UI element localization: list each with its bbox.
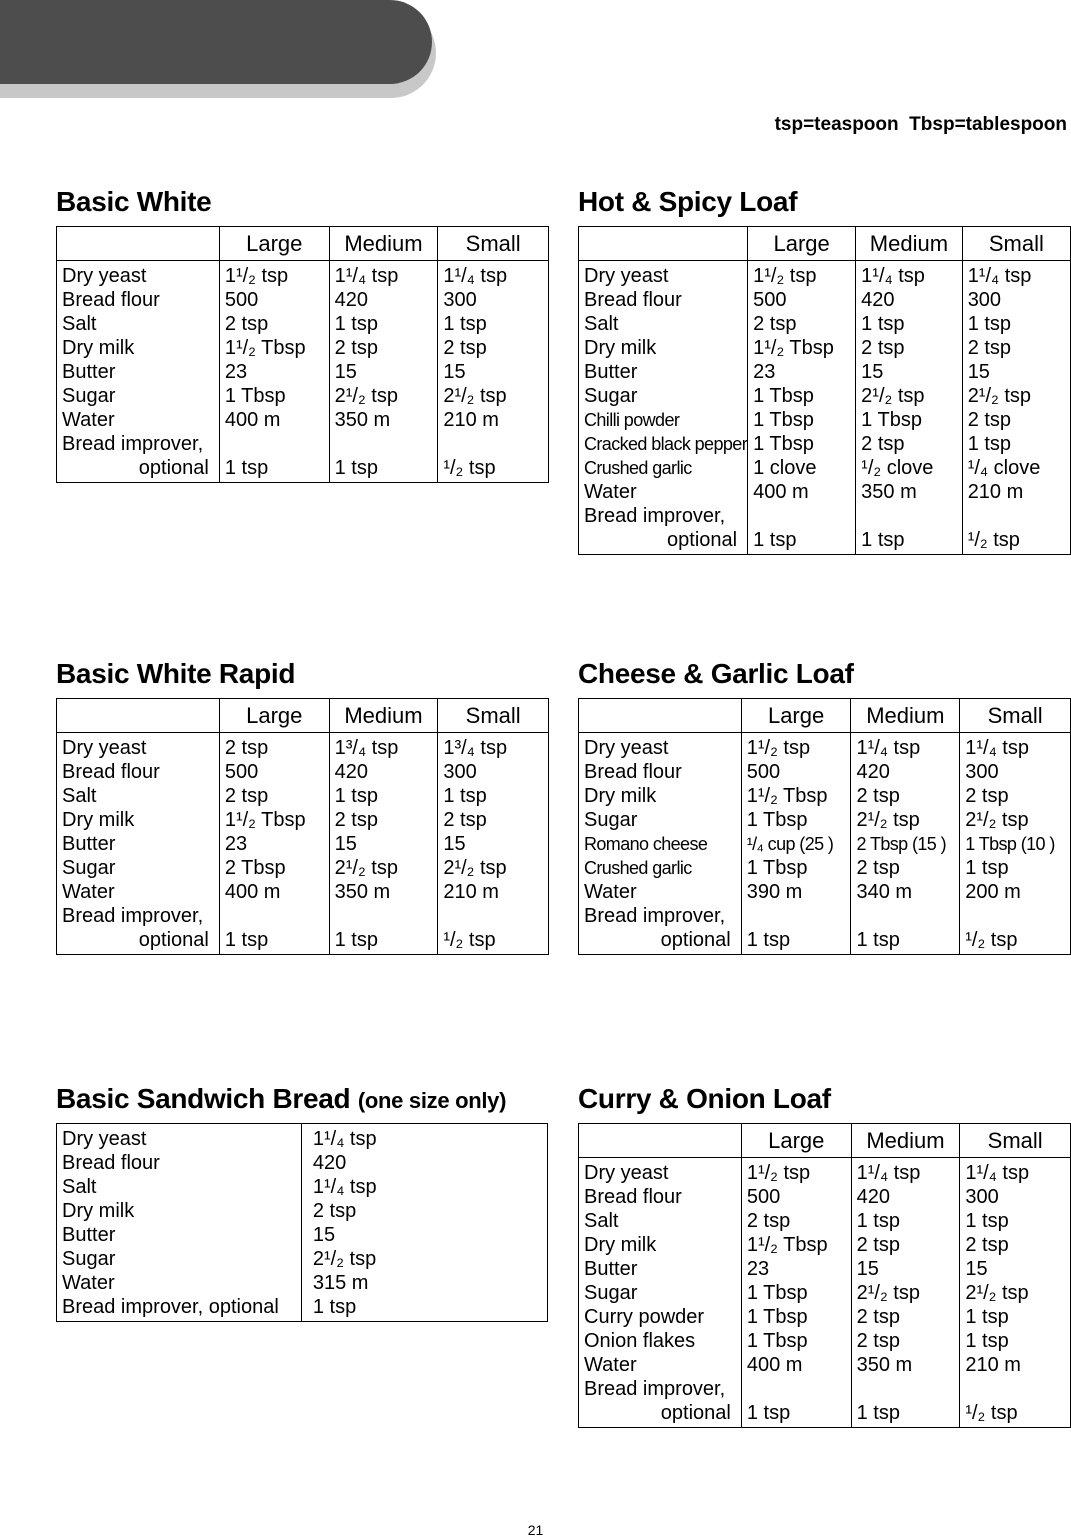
amount-small: 2¹/₂ tsp xyxy=(965,1282,1029,1304)
recipe-curry-onion-loaf xyxy=(578,1079,1071,1428)
amount-small: 2¹/₂ tsp xyxy=(965,809,1029,831)
amount-small: 2 tsp xyxy=(965,785,1009,807)
amount-large: 2 tsp xyxy=(753,313,797,335)
amount-small: 2¹/₂ tsp xyxy=(443,857,507,879)
ingredient-name: Water xyxy=(584,881,637,903)
amount-column-small xyxy=(962,261,1070,555)
amount-small xyxy=(443,904,548,928)
amount-small: 1 tsp xyxy=(965,1330,1009,1352)
ingredient-name: Water xyxy=(584,1354,637,1376)
ingredient-name: Water xyxy=(62,1272,115,1294)
amount-small: 210 m xyxy=(965,1354,1021,1376)
recipe-hot-spicy-loaf xyxy=(578,182,1071,555)
ingredient-name: Dry yeast xyxy=(62,737,147,759)
table-header-blank xyxy=(57,227,220,261)
amount-medium: 2 tsp xyxy=(856,1234,900,1256)
amount-medium: 2¹/₂ tsp xyxy=(856,809,920,831)
recipe-title-text: Hot & Spicy Loaf xyxy=(578,186,798,217)
amount-medium: 1 tsp xyxy=(334,313,378,335)
amount-large: 2 tsp xyxy=(224,313,269,335)
ingredient-name: Butter xyxy=(584,361,638,383)
page-number: 21 xyxy=(527,1522,544,1538)
amount-medium: 15 xyxy=(856,1258,879,1280)
table-header-blank xyxy=(579,227,748,261)
column-header-large: Large xyxy=(219,227,329,261)
ingredient-name: Salt xyxy=(584,1210,619,1232)
ingredient-name: Onion flakes xyxy=(584,1330,696,1352)
amount-medium: 1¹/₄ tsp xyxy=(856,737,921,759)
amount-large: 1¹/₂ Tbsp xyxy=(224,337,306,359)
amount-small: 1³/₄ tsp xyxy=(443,737,508,759)
column-header-small: Small xyxy=(962,227,1070,261)
table-header-blank xyxy=(57,699,220,733)
amount-medium: 2 tsp xyxy=(856,1306,900,1328)
amount-small: 15 xyxy=(967,361,990,383)
amount-large xyxy=(225,432,329,456)
amount-column-large xyxy=(748,261,856,555)
amount-medium: 1 tsp xyxy=(334,929,378,951)
amount-large: 400 m xyxy=(224,881,281,903)
amount-medium: 2 tsp xyxy=(856,785,900,807)
ingredient-name: Water xyxy=(62,881,115,903)
amount-medium: 340 m xyxy=(856,881,913,903)
amount-large: 1¹/₂ tsp xyxy=(746,737,811,759)
amount-medium: ¹/₂ clove xyxy=(861,457,934,479)
ingredients-table xyxy=(578,226,1071,555)
ingredient-name: Romano cheese xyxy=(584,834,708,854)
amount-medium: 350 m xyxy=(334,881,391,903)
ingredient-name: Bread flour xyxy=(62,1152,160,1174)
amount-medium xyxy=(335,432,438,456)
amount-small: 1¹/₄ tsp xyxy=(443,265,508,287)
amount: 1¹/₄ tsp xyxy=(312,1128,377,1150)
amount-small: 15 xyxy=(965,1258,988,1280)
amount-small: 1 tsp xyxy=(443,785,487,807)
units-legend: tsp=teaspoon Tbsp=tablespoon xyxy=(774,114,1067,135)
amount-large: 1 Tbsp xyxy=(746,857,808,879)
amount-column-medium xyxy=(851,733,960,955)
recipe-title-text: Basic Sandwich Bread xyxy=(56,1083,351,1114)
amount-large: 2 tsp xyxy=(224,737,269,759)
amount-large: 1¹/₂ tsp xyxy=(746,1162,811,1184)
amount-column-large xyxy=(219,733,329,955)
column-header-medium: Medium xyxy=(329,227,438,261)
amount-small: 300 xyxy=(443,289,477,311)
amount-medium xyxy=(857,1377,960,1401)
amount-large: 500 xyxy=(753,289,787,311)
amount-small: 1 tsp xyxy=(965,1306,1009,1328)
amount-large: 1¹/₂ Tbsp xyxy=(746,785,828,807)
amount-small: ¹/₂ tsp xyxy=(965,929,1018,951)
column-header-medium: Medium xyxy=(856,227,963,261)
ingredient-name: Water xyxy=(62,409,115,431)
amount-large: 400 m xyxy=(746,1354,803,1376)
amount-large: 500 xyxy=(746,1186,781,1208)
amount-medium: 1¹/₄ tsp xyxy=(334,265,399,287)
ingredient-name: Dry milk xyxy=(62,337,135,359)
amount-large: 1 tsp xyxy=(224,929,269,951)
amount-small: 15 xyxy=(443,361,466,383)
amount-large: 1¹/₂ tsp xyxy=(753,265,817,287)
table-header-row xyxy=(57,699,549,733)
amount-column-small xyxy=(438,261,549,483)
amount-large xyxy=(225,904,329,928)
recipe-title-text: Basic White Rapid xyxy=(56,658,296,689)
ingredient-name: Salt xyxy=(62,1176,97,1198)
amount-large: 500 xyxy=(746,761,781,783)
amount-medium: 2 tsp xyxy=(856,857,900,879)
amount-medium: 2 tsp xyxy=(856,1330,900,1352)
ingredient-name: Butter xyxy=(62,361,116,383)
amount: 315 m xyxy=(312,1272,369,1294)
amount-large: ¹/₄ cup (25 ) xyxy=(746,834,834,854)
ingredient-name: Bread improver, xyxy=(62,433,204,455)
column-header-small: Small xyxy=(960,699,1071,733)
table-header-row xyxy=(579,1124,1071,1158)
amount-column-medium xyxy=(329,733,438,955)
ingredient-name: Sugar xyxy=(62,1248,116,1270)
amount-small: ¹/₂ tsp xyxy=(967,529,1020,551)
amount-small: 1 tsp xyxy=(967,313,1012,335)
amount-large: 1 Tbsp xyxy=(746,1330,808,1352)
amount-small: ¹/₄ clove xyxy=(967,457,1041,479)
amount-medium: 420 xyxy=(334,289,368,311)
amount-column-small xyxy=(960,1158,1071,1428)
amount-small: 300 xyxy=(443,761,477,783)
table-row xyxy=(579,261,1071,555)
amount-column xyxy=(301,1124,547,1322)
amount-large: 23 xyxy=(753,361,776,383)
table-row xyxy=(57,1124,548,1322)
ingredient-name: Sugar xyxy=(584,809,638,831)
column-header-large: Large xyxy=(741,1124,851,1158)
amount-medium xyxy=(861,504,962,528)
amount-medium: 2¹/₂ tsp xyxy=(334,857,398,879)
ingredient-name: Sugar xyxy=(62,385,116,407)
amount-large: 2 tsp xyxy=(746,1210,791,1232)
amount-small xyxy=(965,904,1070,928)
amount-medium: 420 xyxy=(856,1186,890,1208)
recipe-title xyxy=(578,182,1071,226)
ingredient-name: Sugar xyxy=(584,1282,638,1304)
amount-large xyxy=(753,504,855,528)
recipe-title xyxy=(578,1079,1071,1123)
amount-large: 23 xyxy=(746,1258,770,1280)
amount-medium: 350 m xyxy=(861,481,917,503)
ingredient-name: Bread flour xyxy=(584,1186,682,1208)
amount-medium: 2 tsp xyxy=(334,337,378,359)
ingredient-name: Crushed garlic xyxy=(584,858,692,878)
amount-medium: 420 xyxy=(856,761,890,783)
amount-medium: 420 xyxy=(334,761,368,783)
ingredient-name: Dry yeast xyxy=(584,737,669,759)
column-header-small: Small xyxy=(438,227,549,261)
column-header-large: Large xyxy=(741,699,851,733)
ingredient-name: Dry yeast xyxy=(584,1162,669,1184)
amount-large: 2 Tbsp xyxy=(224,857,286,879)
amount-column-small xyxy=(960,733,1071,955)
ingredient-name: Salt xyxy=(62,785,97,807)
ingredient-name: Bread improver, xyxy=(62,905,204,927)
ingredient-name: Bread flour xyxy=(62,289,160,311)
amount-small: 210 m xyxy=(967,481,1024,503)
amount-small: 1 Tbsp (10 ) xyxy=(965,834,1055,854)
recipe-title xyxy=(56,182,549,226)
amount-column-large xyxy=(741,1158,851,1428)
ingredient-column xyxy=(579,733,742,955)
amount-small: ¹/₂ tsp xyxy=(443,457,496,479)
ingredient-name: optional xyxy=(660,1402,731,1424)
ingredient-name: Dry yeast xyxy=(62,265,147,287)
column-header-large: Large xyxy=(219,699,329,733)
ingredient-name: optional xyxy=(660,929,731,951)
amount-large: 1¹/₂ Tbsp xyxy=(224,809,306,831)
amount-large: 500 xyxy=(224,761,259,783)
amount-large: 400 m xyxy=(224,409,281,431)
amount-medium: 1³/₄ tsp xyxy=(334,737,399,759)
amount-small: 1 tsp xyxy=(965,857,1009,879)
table-header-row xyxy=(579,227,1071,261)
recipe-title-text: Curry & Onion Loaf xyxy=(578,1083,831,1114)
amount-small: 300 xyxy=(965,761,999,783)
amount-medium: 15 xyxy=(334,833,357,855)
amount-small: 1¹/₄ tsp xyxy=(967,265,1032,287)
ingredient-name: Bread improver, xyxy=(584,1378,726,1400)
ingredient-name: optional xyxy=(138,457,209,479)
table-row xyxy=(579,1158,1071,1428)
ingredient-column xyxy=(579,1158,742,1428)
amount-small: 2 tsp xyxy=(443,337,487,359)
ingredient-name: optional xyxy=(138,929,209,951)
amount-medium: 1 Tbsp xyxy=(861,409,922,431)
recipe-title xyxy=(56,654,549,698)
ingredient-name: Dry yeast xyxy=(584,265,669,287)
recipe-basic-white xyxy=(56,182,549,483)
recipe-title xyxy=(56,1079,548,1123)
column-header-large: Large xyxy=(748,227,856,261)
amount-column-large xyxy=(219,261,329,483)
header-tab xyxy=(0,0,432,84)
amount-small: 2 tsp xyxy=(965,1234,1009,1256)
ingredient-name: Bread improver, optional xyxy=(62,1296,279,1318)
amount-column-large xyxy=(741,733,851,955)
amount-small: 200 m xyxy=(965,881,1021,903)
amount-large: 1 Tbsp xyxy=(746,809,808,831)
ingredient-name: optional xyxy=(667,529,738,551)
amount-medium: 2 tsp xyxy=(334,809,378,831)
ingredient-column xyxy=(57,733,220,955)
recipe-title xyxy=(578,654,1071,698)
ingredient-name: Dry milk xyxy=(584,337,657,359)
amount-medium: 1 tsp xyxy=(856,1402,900,1424)
amount-large: 1 Tbsp xyxy=(224,385,286,407)
amount-large: 1 Tbsp xyxy=(753,433,814,455)
amount-large: 500 xyxy=(224,289,259,311)
amount-small: 210 m xyxy=(443,409,499,431)
amount-small: 15 xyxy=(443,833,466,855)
amount-medium: 420 xyxy=(861,289,895,311)
amount-medium: 350 m xyxy=(334,409,391,431)
recipe-title-text: Cheese & Garlic Loaf xyxy=(578,658,854,689)
ingredient-name: Crushed garlic xyxy=(584,458,692,478)
table-row xyxy=(579,733,1071,955)
table-header-row xyxy=(579,699,1071,733)
amount-medium: 1 tsp xyxy=(334,457,378,479)
ingredient-name: Water xyxy=(584,481,637,503)
amount: 15 xyxy=(312,1224,336,1246)
table-header-row xyxy=(57,227,549,261)
ingredient-column xyxy=(579,261,748,555)
amount-large: 400 m xyxy=(753,481,809,503)
amount-small: 1 tsp xyxy=(965,1210,1009,1232)
amount: 1 tsp xyxy=(312,1296,357,1318)
amount-large xyxy=(747,904,851,928)
amount-medium xyxy=(856,904,959,928)
amount: 420 xyxy=(312,1152,347,1174)
amount-large: 1 tsp xyxy=(746,1402,791,1424)
table-header-blank xyxy=(579,1124,742,1158)
ingredients-table xyxy=(56,226,549,483)
recipe-basic-white-rapid xyxy=(56,654,549,955)
ingredient-name: Dry milk xyxy=(62,1200,135,1222)
ingredients-table xyxy=(56,698,549,955)
amount-medium: 2 Tbsp (15 ) xyxy=(856,834,946,854)
amount-small: 2 tsp xyxy=(443,809,487,831)
ingredient-name: Butter xyxy=(62,833,116,855)
amount-large: 23 xyxy=(224,833,248,855)
ingredient-name: Butter xyxy=(584,1258,638,1280)
ingredient-name: Bread flour xyxy=(584,289,682,311)
column-header-small: Small xyxy=(438,699,549,733)
amount-large: 1 Tbsp xyxy=(746,1306,808,1328)
amount-medium: 2¹/₂ tsp xyxy=(856,1282,920,1304)
amount-small: 300 xyxy=(965,1186,999,1208)
amount-large: 1 Tbsp xyxy=(746,1282,808,1304)
recipe-basic-sandwich-bread xyxy=(56,1079,548,1322)
amount-medium: 15 xyxy=(861,361,884,383)
ingredient-name: Sugar xyxy=(62,857,116,879)
amount-large: 390 m xyxy=(746,881,803,903)
amount-medium: 1 tsp xyxy=(856,929,900,951)
ingredient-name: Bread flour xyxy=(584,761,682,783)
amount-large: 1 tsp xyxy=(224,457,269,479)
amount-small: 2 tsp xyxy=(967,337,1012,359)
ingredient-name: Cracked black pepper xyxy=(584,434,748,454)
amount-large: 2 tsp xyxy=(224,785,269,807)
column-header-medium: Medium xyxy=(851,699,960,733)
amount-large: 1 tsp xyxy=(753,529,797,551)
ingredients-table xyxy=(578,1123,1071,1428)
ingredient-name: Salt xyxy=(584,313,619,335)
amount-small: 2 tsp xyxy=(967,409,1012,431)
amount-medium: 1¹/₄ tsp xyxy=(856,1162,921,1184)
amount: 1¹/₄ tsp xyxy=(312,1176,377,1198)
amount-medium: 2¹/₂ tsp xyxy=(334,385,398,407)
amount-column-small xyxy=(438,733,549,955)
amount-small: 2¹/₂ tsp xyxy=(967,385,1032,407)
amount-column-medium xyxy=(329,261,438,483)
amount-small: 1 tsp xyxy=(443,313,487,335)
amount-medium: 1 tsp xyxy=(856,1210,900,1232)
table-row xyxy=(57,261,549,483)
amount-large: 1 tsp xyxy=(746,929,791,951)
amount-large: 1 clove xyxy=(753,457,817,479)
column-header-medium: Medium xyxy=(329,699,438,733)
ingredient-name: Chilli powder xyxy=(584,410,680,430)
amount-small: 2¹/₂ tsp xyxy=(443,385,507,407)
amount-medium: 2¹/₂ tsp xyxy=(861,385,925,407)
column-header-medium: Medium xyxy=(851,1124,960,1158)
amount-medium: 2 tsp xyxy=(861,433,905,455)
recipe-title-note: (one size only) xyxy=(357,1088,507,1113)
amount-medium: 1 tsp xyxy=(861,313,905,335)
amount-large xyxy=(747,1377,851,1401)
amount-medium: 1 tsp xyxy=(334,785,378,807)
amount-medium: 1 tsp xyxy=(861,529,905,551)
ingredient-column xyxy=(57,1124,302,1322)
ingredient-name: Sugar xyxy=(584,385,638,407)
amount-large: 1¹/₂ Tbsp xyxy=(746,1234,828,1256)
ingredient-name: Dry milk xyxy=(584,785,657,807)
table-row xyxy=(57,733,549,955)
column-header-small: Small xyxy=(960,1124,1071,1158)
amount-column-medium xyxy=(856,261,963,555)
amount-large: 1¹/₂ tsp xyxy=(224,265,289,287)
ingredient-name: Dry milk xyxy=(584,1234,657,1256)
ingredient-name: Bread flour xyxy=(62,761,160,783)
amount-small: ¹/₂ tsp xyxy=(965,1402,1018,1424)
amount-small xyxy=(968,504,1070,528)
amount-small: 1¹/₄ tsp xyxy=(965,1162,1030,1184)
amount-medium: 2 tsp xyxy=(861,337,905,359)
ingredient-name: Salt xyxy=(62,313,97,335)
amount-small: ¹/₂ tsp xyxy=(443,929,496,951)
amount-large: 23 xyxy=(224,361,248,383)
amount-large: 1¹/₂ Tbsp xyxy=(753,337,834,359)
amount-small xyxy=(965,1377,1070,1401)
ingredient-name: Dry yeast xyxy=(62,1128,147,1150)
amount-medium: 350 m xyxy=(856,1354,913,1376)
amount-medium: 15 xyxy=(334,361,357,383)
amount-medium xyxy=(335,904,438,928)
amount-small: 1 tsp xyxy=(967,433,1012,455)
ingredients-table xyxy=(578,698,1071,955)
amount-large: 1 Tbsp xyxy=(753,385,814,407)
amount: 2¹/₂ tsp xyxy=(312,1248,377,1270)
amount-small: 300 xyxy=(967,289,1002,311)
amount-small: 210 m xyxy=(443,881,499,903)
ingredient-name: Butter xyxy=(62,1224,116,1246)
ingredients-table xyxy=(56,1123,548,1322)
ingredient-name: Bread improver, xyxy=(584,505,726,527)
recipe-cheese-garlic-loaf xyxy=(578,654,1071,955)
ingredient-column xyxy=(57,261,220,483)
amount-large: 1 Tbsp xyxy=(753,409,814,431)
ingredient-name: Dry milk xyxy=(62,809,135,831)
amount: 2 tsp xyxy=(312,1200,357,1222)
table-header-blank xyxy=(579,699,742,733)
ingredient-name: Curry powder xyxy=(584,1306,705,1328)
amount-small: 1¹/₄ tsp xyxy=(965,737,1029,759)
amount-small xyxy=(443,432,548,456)
amount-medium: 1¹/₄ tsp xyxy=(861,265,925,287)
ingredient-name: Bread improver, xyxy=(584,905,726,927)
amount-column-medium xyxy=(851,1158,960,1428)
recipe-title-text: Basic White xyxy=(56,186,212,217)
